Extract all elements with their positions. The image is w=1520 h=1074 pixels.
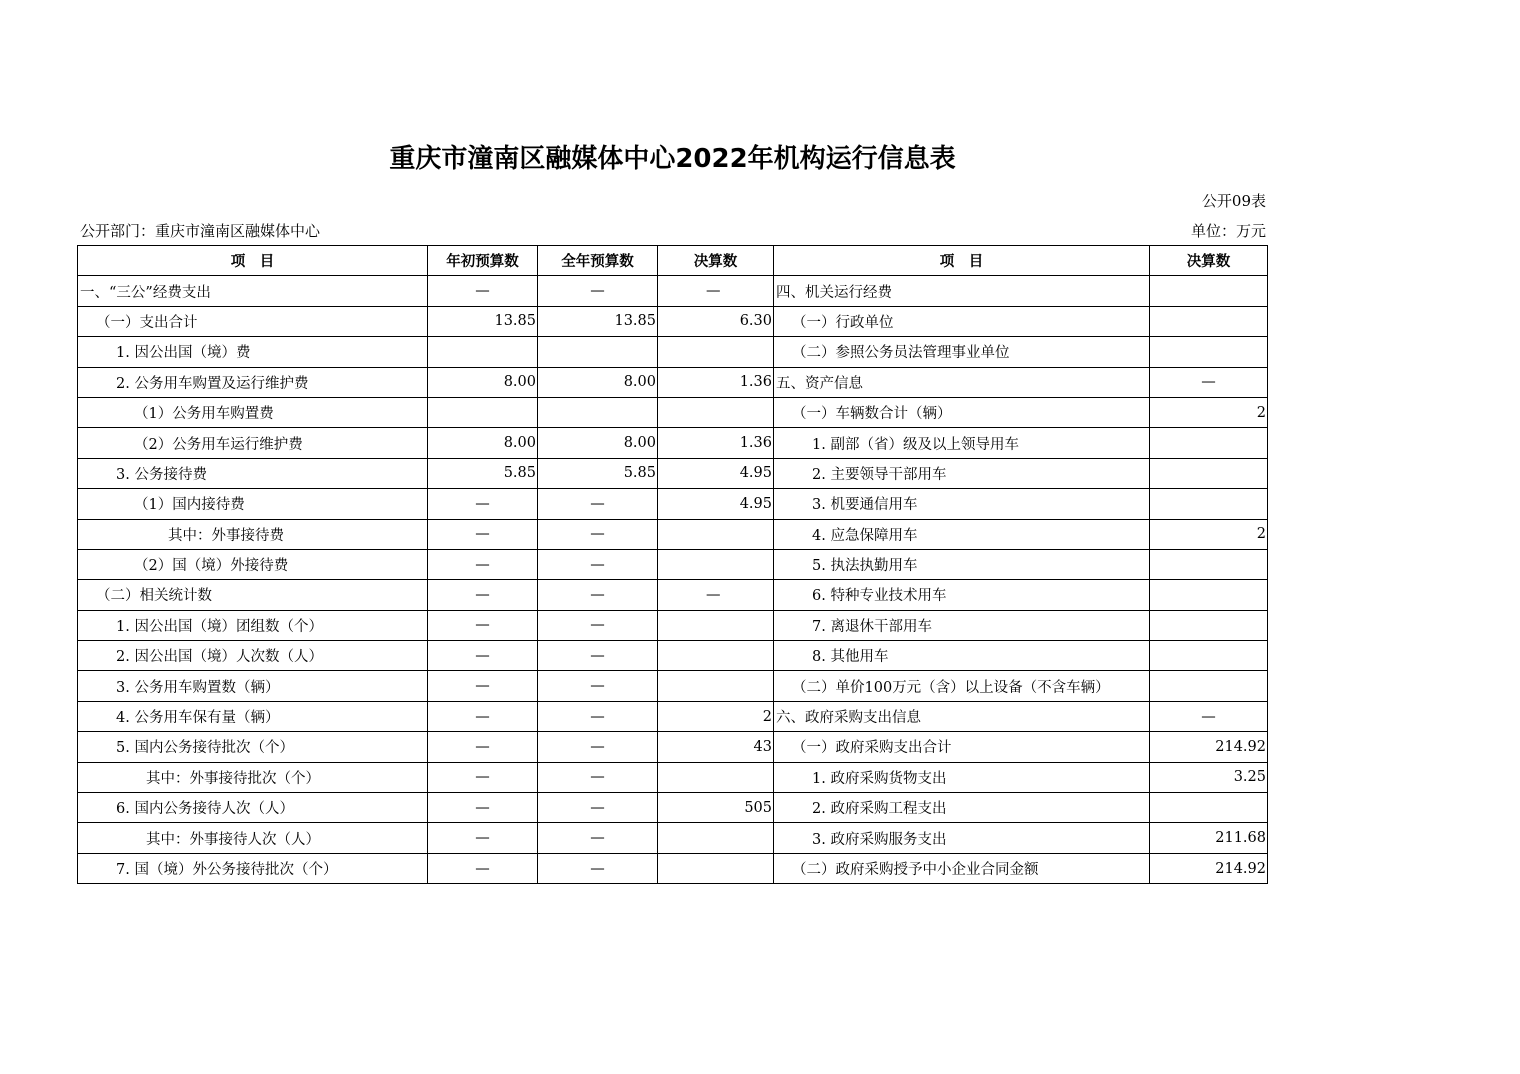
final-cell: 1.36: [658, 428, 774, 458]
initial-budget-cell: —: [428, 276, 538, 306]
annual-budget-cell: —: [538, 732, 658, 762]
left-item-cell: 4. 公务用车保有量（辆）: [78, 701, 428, 731]
table-row: [78, 306, 1268, 336]
final-cell: [658, 823, 774, 853]
table-row: [78, 853, 1268, 883]
annual-budget-cell: —: [538, 489, 658, 519]
initial-budget-cell: [428, 337, 538, 367]
table-row: [78, 732, 1268, 762]
initial-budget-cell: —: [428, 489, 538, 519]
initial-budget-cell: 8.00: [428, 367, 538, 397]
table-row: [78, 762, 1268, 792]
left-item-cell: 1. 因公出国（境）费: [78, 337, 428, 367]
right-final-cell: 211.68: [1150, 823, 1268, 853]
table-row: [78, 610, 1268, 640]
right-final-cell: 3.25: [1150, 762, 1268, 792]
department-label: 公开部门：重庆市潼南区融媒体中心: [80, 222, 321, 240]
left-item-cell: 6. 国内公务接待人次（人）: [78, 793, 428, 823]
header-final: 决算数: [658, 246, 774, 276]
table-row: [78, 489, 1268, 519]
initial-budget-cell: —: [428, 732, 538, 762]
left-item-cell: 5. 国内公务接待批次（个）: [78, 732, 428, 762]
right-final-cell: [1150, 671, 1268, 701]
right-final-cell: —: [1150, 701, 1268, 731]
final-cell: —: [658, 276, 774, 306]
right-final-cell: [1150, 306, 1268, 336]
right-final-cell: [1150, 337, 1268, 367]
right-item-cell: （一）政府采购支出合计: [774, 732, 1150, 762]
right-item-cell: 4. 应急保障用车: [774, 519, 1150, 549]
table-number: 公开09表: [1201, 192, 1266, 210]
table-row: [78, 519, 1268, 549]
annual-budget-cell: —: [538, 519, 658, 549]
final-cell: 4.95: [658, 489, 774, 519]
initial-budget-cell: —: [428, 641, 538, 671]
initial-budget-cell: —: [428, 610, 538, 640]
initial-budget-cell: —: [428, 580, 538, 610]
initial-budget-cell: —: [428, 671, 538, 701]
right-final-cell: [1150, 489, 1268, 519]
annual-budget-cell: [538, 397, 658, 427]
annual-budget-cell: 8.00: [538, 428, 658, 458]
final-cell: [658, 641, 774, 671]
left-item-cell: （1）公务用车购置费: [78, 397, 428, 427]
table-row: [78, 367, 1268, 397]
right-item-cell: 2. 主要领导干部用车: [774, 458, 1150, 488]
table-row: [78, 397, 1268, 427]
unit-label: 单位：万元: [1190, 222, 1266, 240]
left-item-cell: （2）公务用车运行维护费: [78, 428, 428, 458]
initial-budget-cell: —: [428, 701, 538, 731]
right-item-cell: 五、资产信息: [774, 367, 1150, 397]
final-cell: [658, 337, 774, 367]
initial-budget-cell: —: [428, 853, 538, 883]
left-item-cell: 3. 公务接待费: [78, 458, 428, 488]
initial-budget-cell: 5.85: [428, 458, 538, 488]
right-item-cell: 3. 政府采购服务支出: [774, 823, 1150, 853]
annual-budget-cell: —: [538, 549, 658, 579]
header-annual-budget: 全年预算数: [538, 246, 658, 276]
right-final-cell: 214.92: [1150, 732, 1268, 762]
table-row: [78, 458, 1268, 488]
right-item-cell: （二）政府采购授予中小企业合同金额: [774, 853, 1150, 883]
info-table: [77, 245, 1268, 884]
right-final-cell: [1150, 549, 1268, 579]
final-cell: —: [658, 580, 774, 610]
annual-budget-cell: —: [538, 762, 658, 792]
final-cell: 1.36: [658, 367, 774, 397]
left-item-cell: （2）国（境）外接待费: [78, 549, 428, 579]
final-cell: 505: [658, 793, 774, 823]
left-item-cell: 2. 公务用车购置及运行维护费: [78, 367, 428, 397]
table-row: [78, 276, 1268, 306]
initial-budget-cell: 8.00: [428, 428, 538, 458]
left-item-cell: （1）国内接待费: [78, 489, 428, 519]
annual-budget-cell: [538, 337, 658, 367]
left-item-cell: （一）支出合计: [78, 306, 428, 336]
final-cell: [658, 762, 774, 792]
right-item-cell: （二）单价100万元（含）以上设备（不含车辆）: [774, 671, 1150, 701]
left-item-cell: （二）相关统计数: [78, 580, 428, 610]
right-final-cell: [1150, 580, 1268, 610]
table-body: [78, 276, 1268, 884]
annual-budget-cell: —: [538, 853, 658, 883]
annual-budget-cell: —: [538, 793, 658, 823]
left-item-cell: 其中：外事接待费: [78, 519, 428, 549]
table-row: [78, 641, 1268, 671]
table-row: [78, 671, 1268, 701]
right-final-cell: [1150, 793, 1268, 823]
right-item-cell: 四、机关运行经费: [774, 276, 1150, 306]
right-item-cell: 8. 其他用车: [774, 641, 1150, 671]
header-left-item: 项 目: [78, 246, 428, 276]
right-item-cell: 1. 副部（省）级及以上领导用车: [774, 428, 1150, 458]
right-item-cell: （二）参照公务员法管理事业单位: [774, 337, 1150, 367]
final-cell: 6.30: [658, 306, 774, 336]
final-cell: 2: [658, 701, 774, 731]
right-final-cell: [1150, 610, 1268, 640]
right-item-cell: （一）行政单位: [774, 306, 1150, 336]
right-item-cell: 7. 离退休干部用车: [774, 610, 1150, 640]
table-row: [78, 337, 1268, 367]
left-item-cell: 2. 因公出国（境）人次数（人）: [78, 641, 428, 671]
right-item-cell: 1. 政府采购货物支出: [774, 762, 1150, 792]
table-row: [78, 823, 1268, 853]
final-cell: 4.95: [658, 458, 774, 488]
table-row: [78, 580, 1268, 610]
table-header-row: [78, 246, 1268, 276]
header-initial-budget: 年初预算数: [428, 246, 538, 276]
initial-budget-cell: [428, 397, 538, 427]
right-final-cell: [1150, 458, 1268, 488]
right-final-cell: 2: [1150, 397, 1268, 427]
initial-budget-cell: 13.85: [428, 306, 538, 336]
table-row: [78, 793, 1268, 823]
page-title: 重庆市潼南区融媒体中心2022年机构运行信息表: [389, 144, 956, 174]
right-item-cell: （一）车辆数合计（辆）: [774, 397, 1150, 427]
left-item-cell: 其中：外事接待人次（人）: [78, 823, 428, 853]
left-item-cell: 一、“三公”经费支出: [78, 276, 428, 306]
annual-budget-cell: 5.85: [538, 458, 658, 488]
right-final-cell: 2: [1150, 519, 1268, 549]
right-final-cell: [1150, 641, 1268, 671]
annual-budget-cell: 8.00: [538, 367, 658, 397]
annual-budget-cell: —: [538, 823, 658, 853]
left-item-cell: 1. 因公出国（境）团组数（个）: [78, 610, 428, 640]
annual-budget-cell: —: [538, 701, 658, 731]
left-item-cell: 3. 公务用车购置数（辆）: [78, 671, 428, 701]
initial-budget-cell: —: [428, 823, 538, 853]
initial-budget-cell: —: [428, 762, 538, 792]
final-cell: [658, 549, 774, 579]
header-right-item: 项 目: [774, 246, 1150, 276]
annual-budget-cell: —: [538, 580, 658, 610]
final-cell: [658, 671, 774, 701]
annual-budget-cell: —: [538, 610, 658, 640]
header-right-final: 决算数: [1150, 246, 1268, 276]
right-item-cell: 3. 机要通信用车: [774, 489, 1150, 519]
right-item-cell: 5. 执法执勤用车: [774, 549, 1150, 579]
annual-budget-cell: —: [538, 671, 658, 701]
right-item-cell: 2. 政府采购工程支出: [774, 793, 1150, 823]
right-final-cell: —: [1150, 367, 1268, 397]
right-item-cell: 六、政府采购支出信息: [774, 701, 1150, 731]
final-cell: 43: [658, 732, 774, 762]
final-cell: [658, 853, 774, 883]
annual-budget-cell: 13.85: [538, 306, 658, 336]
right-final-cell: [1150, 428, 1268, 458]
annual-budget-cell: —: [538, 276, 658, 306]
right-final-cell: 214.92: [1150, 853, 1268, 883]
left-item-cell: 其中：外事接待批次（个）: [78, 762, 428, 792]
right-item-cell: 6. 特种专业技术用车: [774, 580, 1150, 610]
initial-budget-cell: —: [428, 549, 538, 579]
final-cell: [658, 397, 774, 427]
left-item-cell: 7. 国（境）外公务接待批次（个）: [78, 853, 428, 883]
initial-budget-cell: —: [428, 519, 538, 549]
table-row: [78, 428, 1268, 458]
table-row: [78, 701, 1268, 731]
annual-budget-cell: —: [538, 641, 658, 671]
initial-budget-cell: —: [428, 793, 538, 823]
table-row: [78, 549, 1268, 579]
final-cell: [658, 610, 774, 640]
final-cell: [658, 519, 774, 549]
right-final-cell: [1150, 276, 1268, 306]
